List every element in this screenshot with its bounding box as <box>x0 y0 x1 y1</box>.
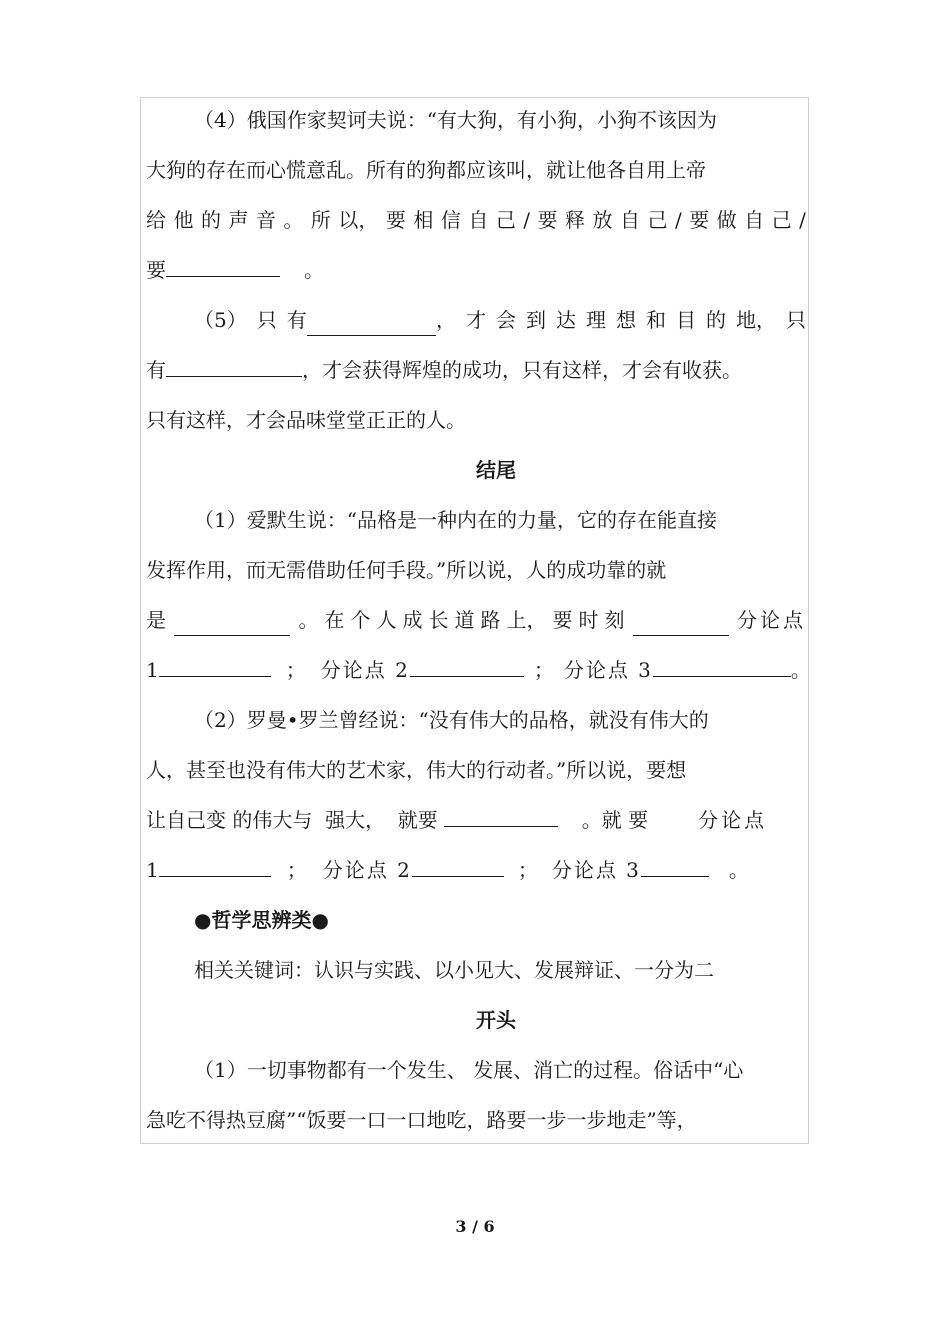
p5-line1a-char: （5） <box>194 308 247 332</box>
e1-line2: 发挥作用，而无需借助任何手段。”所以说，人的成功靠的就 <box>146 558 667 582</box>
e1-line3b-char: 时 <box>578 608 599 632</box>
e1-line3b-char: 成 <box>402 608 423 632</box>
p5-line1b-char: 的 <box>706 308 726 332</box>
p4-line3-char: 信 <box>440 208 461 232</box>
p4-line4-start: 要 <box>146 258 166 282</box>
e1-line3b-char: 人 <box>376 608 397 632</box>
keywords-line: 相关关键词：认识与实践、以小见大、发展辩证、一分为二 <box>194 958 714 982</box>
p5-line1b-char: 理 <box>586 308 606 332</box>
e1-line4 <box>146 654 811 686</box>
e1-line3b-char: 路 <box>480 608 501 632</box>
e1-line3b-char: 道 <box>454 608 475 632</box>
p5-line1b-char: 才 <box>466 308 486 332</box>
p4-line3-char: / <box>523 208 531 232</box>
e1-line4-c: 分论点 2 <box>320 658 410 682</box>
fill-blank[interactable] <box>410 654 524 677</box>
p5-line1b-char: 和 <box>646 308 666 332</box>
p4-line2: 大狗的存在而心慌意乱。所有的狗都应该叫，就让他各自用上帝 <box>146 158 706 182</box>
e2-line4-e: 分论点 3 <box>551 858 641 882</box>
p4-line3-char: 放 <box>592 208 613 232</box>
p4-line3-char: 己 <box>771 208 792 232</box>
p4-line3-char: 要 <box>689 208 710 232</box>
e1-line1: （1）爱默生说：“品格是一种内在的力量，它的存在能直接 <box>194 508 717 532</box>
section-title: ●哲学思辨类● <box>194 908 329 932</box>
e1-line3b-char: 要 <box>552 608 573 632</box>
o1-line2: 急吃不得热豆腐”“饭要一口一口地吃，路要一步一步地走”等， <box>146 1108 697 1132</box>
p4-line3-char: 。 <box>283 208 304 232</box>
p5-line1b-char: 达 <box>556 308 576 332</box>
e2-line3-a: 让自己变 的伟大与 强大， 就要 <box>146 808 438 832</box>
e1-line4-b: ； <box>285 658 306 682</box>
p4-line3-char: 自 <box>468 208 489 232</box>
fill-blank[interactable] <box>174 613 290 636</box>
e1-line3b-char: 在 <box>324 608 345 632</box>
heading-opening: 开头 <box>476 1008 516 1032</box>
e1-line3b-char: 长 <box>428 608 449 632</box>
p5-line1b-char: 会 <box>496 308 516 332</box>
page-number: 3 / 6 <box>455 1217 495 1236</box>
e1-line3-c: 分论点 <box>737 608 806 632</box>
p4-line3-char: 以， <box>338 208 379 232</box>
p4-line3-char: 己 <box>495 208 516 232</box>
e1-line3 <box>146 604 806 636</box>
p4-line3-char: 音 <box>255 208 276 232</box>
p4-line3-char: 己 <box>647 208 668 232</box>
fill-blank[interactable] <box>653 654 791 677</box>
p4-line3-char: 给 <box>146 208 166 232</box>
p4-line3-char: 相 <box>413 208 434 232</box>
p5-line1a-char: 有 <box>286 308 307 332</box>
p4-line3-char: 所 <box>310 208 331 232</box>
fill-blank[interactable] <box>444 804 558 827</box>
p5-line1a-char: 只 <box>256 308 277 332</box>
e2-line4-c: 分论点 2 <box>322 858 412 882</box>
fill-blank[interactable] <box>641 854 709 877</box>
e1-line3-a: 是 <box>146 608 166 632</box>
p4-line3 <box>146 204 806 236</box>
e2-line2: 人，甚至也没有伟大的艺术家，伟大的行动者。”所以说，要想 <box>146 758 687 782</box>
e1-line4-f: 。 <box>790 658 811 682</box>
p4-line3-char: 释 <box>565 208 586 232</box>
o1-line1: （1）一切事物都有一个发生、 发展、消亡的过程。俗话中“心 <box>194 1058 744 1082</box>
p5-line1b-char: 想 <box>616 308 636 332</box>
e1-line4-e: 分论点 3 <box>563 658 653 682</box>
p5-line2-start: 有 <box>146 358 166 382</box>
e2-line3-b: 。就 要 <box>581 808 649 832</box>
e1-line4-a: 1 <box>146 658 159 682</box>
fill-blank[interactable] <box>159 854 271 877</box>
p4-line3-char: 自 <box>619 208 640 232</box>
fill-blank[interactable] <box>166 354 302 377</box>
p5-line1b-char: 到 <box>526 308 546 332</box>
p4-line3-char: 要 <box>537 208 558 232</box>
p5-line1b-char: 只 <box>786 308 806 332</box>
heading-ending: 结尾 <box>476 458 516 482</box>
e2-line4-a: 1 <box>146 858 159 882</box>
e2-line4 <box>146 854 806 886</box>
p4-line3-char: 自 <box>744 208 765 232</box>
p4-line1: （4）俄国作家契诃夫说：“有大狗，有小狗，小狗不该因为 <box>194 108 717 132</box>
e1-line3b-char: 个 <box>350 608 371 632</box>
p5-line1b-char: ， <box>436 308 456 332</box>
p4-line3-char: 的 <box>200 208 221 232</box>
p4-line3-char: / <box>674 208 682 232</box>
fill-blank[interactable] <box>159 654 271 677</box>
e2-line4-b: ； <box>286 858 307 882</box>
e1-line3b-char: 刻 <box>604 608 625 632</box>
e2-line4-f: 。 <box>728 858 749 882</box>
p4-line3-char: / <box>799 208 806 232</box>
e1-line4-d: ； <box>533 658 554 682</box>
e2-line1: （2）罗曼•罗兰曾经说：“没有伟大的品格，就没有伟大的 <box>194 708 709 732</box>
p4-line4 <box>146 254 806 286</box>
e1-line3b-char: 。 <box>298 608 319 632</box>
p5-line1b-char: 地， <box>736 308 776 332</box>
fill-blank[interactable] <box>412 854 504 877</box>
fill-blank[interactable] <box>307 313 436 336</box>
e1-line3b-char: 上， <box>506 608 547 632</box>
p5-line1 <box>194 304 806 336</box>
e2-line4-d: ； <box>517 858 538 882</box>
p4-line3-char: 声 <box>228 208 249 232</box>
p4-line3-char: 要 <box>385 208 406 232</box>
p5-line2 <box>146 354 806 386</box>
e2-line3-c: 分论点 <box>698 808 768 832</box>
p5-line2-end: ，才会获得辉煌的成功，只有这样，才会有收获。 <box>302 358 742 382</box>
p5-line3: 只有这样，才会品味堂堂正正的人。 <box>146 408 466 432</box>
p5-line1b-char: 目 <box>676 308 696 332</box>
fill-blank[interactable] <box>633 613 729 636</box>
p4-line4-end: 。 <box>304 258 324 282</box>
e2-line3 <box>146 804 806 836</box>
p4-line3-char: 他 <box>173 208 194 232</box>
p4-line3-char: 做 <box>716 208 737 232</box>
fill-blank[interactable] <box>166 254 280 277</box>
